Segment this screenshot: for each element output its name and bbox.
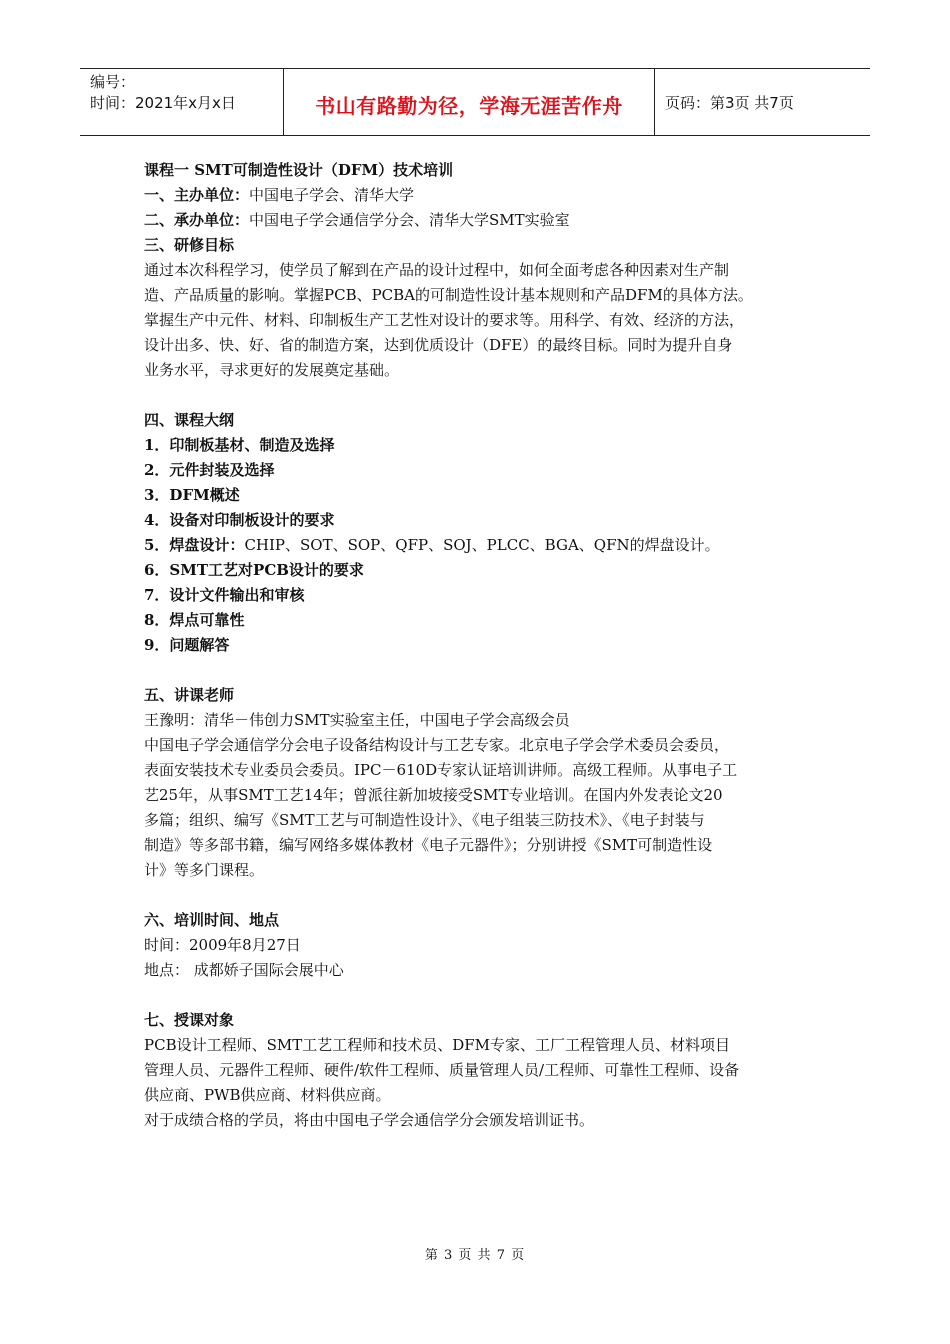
teacher-line: 多篇；组织、编写《SMT工艺与可制造性设计》、《电子组装三防技术》、《电子封装与 [144,811,705,829]
outline-item-label: 9．问题解答 [144,636,230,654]
outline-item [144,458,824,483]
outline-item [144,608,824,633]
teacher-line: 表面安装技术专业委员会委员。IPC－610D专家认证培训讲师。高级工程师。从事电子工 [144,761,738,779]
schedule-time: 时间：2009年8月27日 [144,936,301,954]
outline-item-label: 8．焊点可靠性 [144,611,245,629]
outline-item [144,558,824,583]
course-title: 课程一 SMT可制造性设计（DFM）技术培训 [144,161,454,179]
organizer-line [144,183,824,208]
goals-line: 通过本次科程学习，使学员了解到在产品的设计过程中，如何全面考虑各种因素对生产制 [144,261,730,279]
audience-line: 管理人员、元器件工程师、硬件/软件工程师、质量管理人员/工程师、可靠性工程师、设备 [144,1061,740,1079]
schedule-heading: 六、培训时间、地点 [144,911,280,929]
teacher-line: 艺25年，从事SMT工艺14年；曾派往新加坡接受SMT专业培训。在国内外发表论文20 [144,786,723,804]
header-motto-cell [283,69,655,135]
header-table [80,68,870,136]
audience-heading: 七、授课对象 [144,1011,235,1029]
outline-item [144,433,824,458]
outline-item-label: 4．设备对印制板设计的要求 [144,511,335,529]
spacer [144,983,824,1008]
goals-heading: 三、研修目标 [144,236,235,254]
number-label: 编号： [90,73,136,91]
teacher-heading: 五、讲课老师 [144,686,235,704]
audience-line: 对于成绩合格的学员，将由中国电子学会通信学分会颁发培训证书。 [144,1111,595,1129]
outline-item [144,508,824,533]
spacer [144,383,824,408]
organizer-value: 中国电子学会、清华大学 [249,186,415,204]
motto: 书山有路勤为径，学海无涯苦作舟 [315,93,623,118]
audience-line: PCB设计工程师、SMT工艺工程师和技术员、DFM专家、工厂工程管理人员、材料项目 [144,1036,731,1054]
document-body [144,158,824,1133]
teacher-line: 王豫明：清华－伟创力SMT实验室主任，中国电子学会高级会员 [144,711,570,729]
outline-heading: 四、课程大纲 [144,411,235,429]
goals-line: 业务水平，寻求更好的发展奠定基础。 [144,361,400,379]
outline-item-label: 6．SMT工艺对PCB设计的要求 [144,561,364,579]
outline-item-detail: CHIP、SOT、SOP、QFP、SOJ、PLCC、BGA、QFN的焊盘设计。 [244,536,720,554]
goals-line: 设计出多、快、好、省的制造方案，达到优质设计（DFE）的最终目标。同时为提升自身 [144,336,733,354]
outline-item-label: 7．设计文件输出和审核 [144,586,305,604]
goals-line: 掌握生产中元件、材料、印制板生产工艺性对设计的要求等。用科学、有效、经济的方法， [144,311,745,329]
co-organizer-label: 二、承办单位： [144,211,250,229]
teacher-line: 中国电子学会通信学分会电子设备结构设计与工艺专家。北京电子学会学术委员会委员， [144,736,730,754]
organizer-label: 一、主办单位： [144,186,250,204]
outline-item-label: 2．元件封装及选择 [144,461,275,479]
spacer [144,883,824,908]
outline-item [144,633,824,658]
spacer [144,658,824,683]
outline-item-label: 5．焊盘设计： [144,536,245,554]
teacher-line: 制造》等多部书籍，编写网络多媒体教材《电子元器件》；分别讲授《SMT可制造性设 [144,836,713,854]
teacher-line: 计》等多门课程。 [144,861,265,879]
date-label: 时间：2021年x月x日 [90,94,236,112]
co-organizer-value: 中国电子学会通信学分会、清华大学SMT实验室 [249,211,570,229]
outline-item [144,583,824,608]
goals-line: 造、产品质量的影响。掌握PCB、PCBA的可制造性设计基本规则和产品DFM的具体方法。 [144,286,753,304]
schedule-place: 地点： 成都娇子国际会展中心 [144,961,344,979]
co-organizer-line [144,208,824,233]
page-footer: 第 3 页 共 7 页 [424,1248,526,1263]
outline-item-label: 1．印制板基材、制造及选择 [144,436,335,454]
header-page-cell [655,69,870,135]
audience-line: 供应商、PWB供应商、材料供应商。 [144,1086,391,1104]
outline-item [144,533,824,558]
header-left-cell [80,69,283,135]
outline-item-label: 3．DFM概述 [144,486,240,504]
outline-item [144,483,824,508]
page-code: 页码：第3页 共7页 [665,93,794,112]
